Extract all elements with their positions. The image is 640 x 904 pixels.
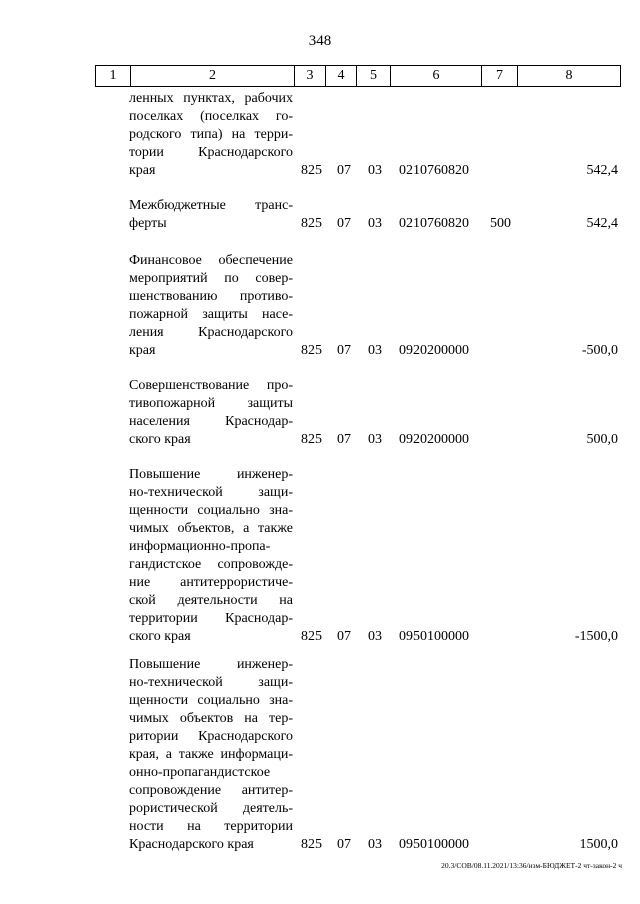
cell-c3: 825 [301, 629, 322, 644]
cell-c6: 0950100000 [399, 629, 469, 644]
cell-c5: 03 [368, 629, 382, 644]
cell-c3: 825 [301, 216, 322, 231]
description-line: онно-пропагандистское [129, 765, 271, 780]
description-line: ферты [129, 216, 167, 231]
cell-c4: 07 [337, 216, 351, 231]
page-number: 348 [308, 33, 332, 49]
cell-c5: 03 [368, 163, 382, 178]
description-line: Совершенствование про- [129, 378, 293, 393]
table-header [95, 65, 621, 87]
cell-c8: -1500,0 [574, 629, 618, 644]
document-footer: 20.3/СОВ/08.11.2021/13:36/изм-БЮДЖЕТ-2 чт-закон-2 ч [441, 861, 622, 870]
cell-c6: 0920200000 [399, 343, 469, 358]
description-line: шенствованию противо- [129, 289, 293, 304]
cell-c5: 03 [368, 432, 382, 447]
description-line: населения Краснодар- [129, 414, 293, 429]
description-line: ской деятельности на [129, 593, 293, 608]
row-description [129, 197, 293, 233]
row-description [129, 377, 293, 449]
cell-c4: 07 [337, 163, 351, 178]
description-line: ности на территории [129, 819, 293, 834]
description-line: поселках (поселках го- [129, 109, 293, 124]
cell-c6: 0920200000 [399, 432, 469, 447]
cell-c3: 825 [301, 432, 322, 447]
description-line: информационно-пропа- [129, 539, 271, 554]
cell-c7: 500 [490, 216, 511, 231]
cell-c5: 03 [368, 216, 382, 231]
cell-c5: 03 [368, 343, 382, 358]
description-line: ритории Краснодарского [129, 729, 293, 744]
description-line: чимых объектов на тер- [129, 711, 293, 726]
description-line: щенности социально зна- [129, 693, 293, 708]
description-line: ского края [129, 432, 191, 447]
description-line: Краснодарского края [129, 837, 254, 852]
cell-c8: 542,4 [586, 216, 618, 231]
header-col-1: 1 [96, 66, 131, 86]
description-line: чимых объектов, а также [129, 521, 293, 536]
description-line: Финансовое обеспечение [129, 253, 293, 268]
description-line: родского типа) на терри- [129, 127, 293, 142]
cell-c3: 825 [301, 163, 322, 178]
description-line: тории Краснодарского [129, 145, 293, 160]
description-line: Повышение инженер- [129, 657, 293, 672]
description-line: Межбюджетные транс- [129, 198, 293, 213]
cell-c6: 0210760820 [399, 163, 469, 178]
description-line: но-технической защи- [129, 675, 293, 690]
cell-c8: -500,0 [581, 343, 618, 358]
description-line: ления Краснодарского [129, 325, 293, 340]
header-col-7: 7 [482, 66, 518, 86]
description-line: края [129, 343, 156, 358]
cell-c3: 825 [301, 837, 322, 852]
cell-c4: 07 [337, 837, 351, 852]
description-line: пожарной защиты насе- [129, 307, 293, 322]
cell-c3: 825 [301, 343, 322, 358]
description-line: сопровождение антитер- [129, 783, 293, 798]
cell-c4: 07 [337, 629, 351, 644]
cell-c6: 0210760820 [399, 216, 469, 231]
description-line: рористической деятель- [129, 801, 293, 816]
description-line: тивопожарной защиты [129, 396, 293, 411]
description-line: мероприятий по совер- [129, 271, 293, 286]
header-col-6: 6 [391, 66, 482, 86]
cell-c6: 0950100000 [399, 837, 469, 852]
header-col-5: 5 [357, 66, 391, 86]
row-description [129, 90, 293, 180]
row-description [129, 466, 293, 646]
header-col-8: 8 [565, 68, 573, 83]
row-description [129, 252, 293, 360]
row-description [129, 656, 293, 854]
description-line: Повышение инженер- [129, 467, 293, 482]
description-line: ского края [129, 629, 191, 644]
cell-c8: 1500,0 [579, 837, 618, 852]
cell-c8: 542,4 [586, 163, 618, 178]
description-line: гандистское сопровожде- [129, 557, 293, 572]
header-col-4: 4 [326, 66, 357, 86]
header-col-2: 2 [131, 66, 295, 86]
description-line: ние антитеррористиче- [129, 575, 293, 590]
cell-c8: 500,0 [586, 432, 618, 447]
description-line: щенности социально зна- [129, 503, 293, 518]
cell-c4: 07 [337, 432, 351, 447]
description-line: ленных пунктах, рабочих [129, 91, 293, 106]
description-line: территории Краснодар- [129, 611, 293, 626]
description-line: края, а также информаци- [129, 747, 293, 762]
header-col-3: 3 [295, 66, 326, 86]
cell-c5: 03 [368, 837, 382, 852]
description-line: но-технической защи- [129, 485, 293, 500]
description-line: края [129, 163, 156, 178]
cell-c4: 07 [337, 343, 351, 358]
